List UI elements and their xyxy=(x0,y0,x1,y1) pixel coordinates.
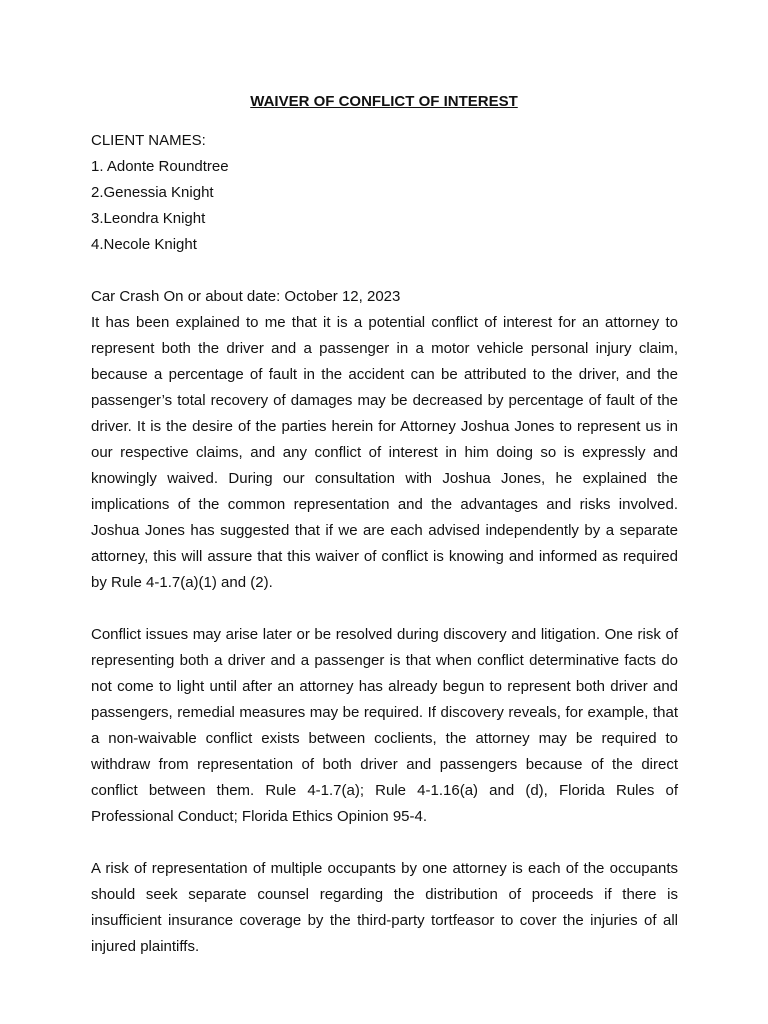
paragraph-multiple-occupants: A risk of representation of multiple occupants by one attorney is each of the occupants should seek separate counsel regarding the distribution of proceeds if there is insufficient insurance coverage by the third-party tortfeasor to cover the injuries of all injured plaintiffs. xyxy=(91,860,678,955)
client-names-block xyxy=(91,128,229,258)
client-name-item: 4.Necole Knight xyxy=(91,236,197,253)
client-name-item: 1. Adonte Roundtree xyxy=(91,158,229,175)
paragraph-conflict-issues: Conflict issues may arise later or be resolved during discovery and litigation. One risk of representing both a driver and a passenger is that when conflict determinative facts do not come to light until after an attorney has already begun to represent both driver and passengers, remedial measures may be required. If discovery reveals, for example, that a non-waivable conflict exists between coclients, the attorney may be required to withdraw from representation of both driver and passengers because of the direct conflict between them. Rule 4-1.7(a); Rule 4-1.16(a) and (d), Florida Rules of Professional Conduct; Florida Ethics Opinion 95-4. xyxy=(91,626,678,825)
paragraph-explanation: It has been explained to me that it is a potential conflict of interest for an attorney to represent both the driver and a passenger in a motor vehicle personal injury claim, because a percentage of fault in the accident can be attributed to the driver, and the passenger’s total recovery of damages may be decreased by percentage of fault of the driver. It is the desire of the parties herein for Attorney Joshua Jones to represent us in our respective claims, and any conflict of interest in him doing so is expressly and knowingly waived. During our consultation with Joshua Jones, he explained the implications of the common representation and the advantages and risks involved. Joshua Jones has suggested that if we are each advised independently by a separate attorney, this will assure that this waiver of conflict is knowing and informed as required by Rule 4-1.7(a)(1) and (2). xyxy=(91,314,678,591)
client-names-heading: CLIENT NAMES: xyxy=(91,132,206,149)
document-body xyxy=(91,284,678,960)
client-name-item: 2.Genessia Knight xyxy=(91,184,214,201)
crash-date-line: Car Crash On or about date: October 12, 2023 xyxy=(91,288,401,305)
client-name-item: 3.Leondra Knight xyxy=(91,210,206,227)
document-title: WAIVER OF CONFLICT OF INTEREST xyxy=(250,93,518,110)
